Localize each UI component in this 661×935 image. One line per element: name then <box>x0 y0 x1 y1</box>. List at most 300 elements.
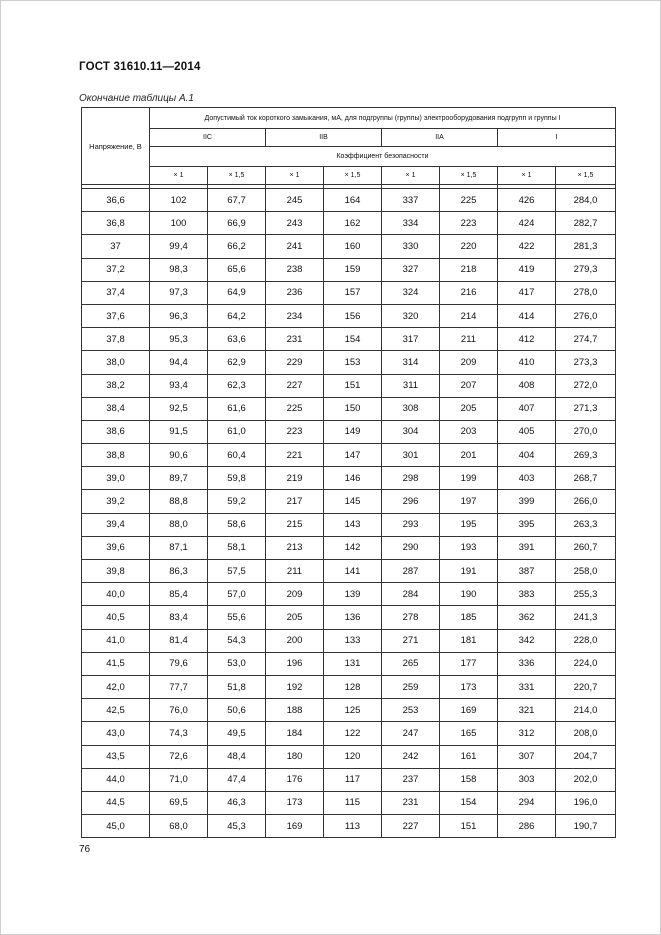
voltage-cell: 39,6 <box>82 536 150 559</box>
current-value-cell: 185 <box>440 606 498 629</box>
current-value-cell: 304 <box>382 420 440 443</box>
current-value-cell: 93,4 <box>150 374 208 397</box>
factor-header: × 1 <box>266 167 324 185</box>
current-value-cell: 219 <box>266 467 324 490</box>
current-value-cell: 161 <box>440 745 498 768</box>
current-value-cell: 46,3 <box>208 791 266 814</box>
voltage-cell: 41,0 <box>82 629 150 652</box>
current-value-cell: 419 <box>498 258 556 281</box>
current-value-cell: 102 <box>150 189 208 212</box>
current-value-cell: 153 <box>324 351 382 374</box>
current-value-cell: 362 <box>498 606 556 629</box>
current-value-cell: 301 <box>382 444 440 467</box>
current-value-cell: 65,6 <box>208 258 266 281</box>
current-value-cell: 312 <box>498 722 556 745</box>
current-value-cell: 426 <box>498 189 556 212</box>
table-row <box>82 235 616 258</box>
current-value-cell: 115 <box>324 791 382 814</box>
current-value-cell: 47,4 <box>208 768 266 791</box>
current-value-cell: 424 <box>498 212 556 235</box>
current-value-cell: 207 <box>440 374 498 397</box>
current-value-cell: 164 <box>324 189 382 212</box>
current-value-cell: 286 <box>498 815 556 838</box>
current-value-cell: 181 <box>440 629 498 652</box>
current-value-cell: 342 <box>498 629 556 652</box>
current-value-cell: 203 <box>440 420 498 443</box>
current-value-cell: 204,7 <box>556 745 616 768</box>
current-value-cell: 336 <box>498 652 556 675</box>
group-header: IIC <box>150 129 266 147</box>
voltage-cell: 42,0 <box>82 675 150 698</box>
current-value-cell: 407 <box>498 397 556 420</box>
current-value-cell: 211 <box>440 328 498 351</box>
table-header <box>82 108 616 189</box>
current-value-cell: 145 <box>324 490 382 513</box>
current-value-cell: 150 <box>324 397 382 420</box>
current-column-header: Допустимый ток короткого замыкания, мА, для подгруппы (группы) электрооборудования подгрупп и группы I <box>150 108 616 129</box>
current-value-cell: 139 <box>324 583 382 606</box>
current-value-cell: 284,0 <box>556 189 616 212</box>
current-value-cell: 293 <box>382 513 440 536</box>
current-value-cell: 176 <box>266 768 324 791</box>
current-value-cell: 94,4 <box>150 351 208 374</box>
group-header-row <box>82 129 616 147</box>
current-value-cell: 169 <box>440 699 498 722</box>
current-value-cell: 88,8 <box>150 490 208 513</box>
current-value-cell: 195 <box>440 513 498 536</box>
current-value-cell: 231 <box>266 328 324 351</box>
current-value-cell: 216 <box>440 281 498 304</box>
page-number: 76 <box>79 844 91 855</box>
current-value-cell: 173 <box>440 675 498 698</box>
current-value-cell: 59,8 <box>208 467 266 490</box>
current-value-cell: 190 <box>440 583 498 606</box>
current-value-cell: 422 <box>498 235 556 258</box>
current-value-cell: 236 <box>266 281 324 304</box>
current-value-cell: 76,0 <box>150 699 208 722</box>
table-row <box>82 722 616 745</box>
current-value-cell: 154 <box>440 791 498 814</box>
voltage-column-header: Напряжение, В <box>82 108 150 185</box>
current-value-cell: 405 <box>498 420 556 443</box>
table-row <box>82 513 616 536</box>
current-value-cell: 165 <box>440 722 498 745</box>
current-value-cell: 209 <box>440 351 498 374</box>
voltage-cell: 39,8 <box>82 560 150 583</box>
voltage-cell: 44,0 <box>82 768 150 791</box>
current-value-cell: 278 <box>382 606 440 629</box>
current-value-cell: 270,0 <box>556 420 616 443</box>
current-value-cell: 91,5 <box>150 420 208 443</box>
table-row <box>82 745 616 768</box>
table-row <box>82 536 616 559</box>
current-value-cell: 215 <box>266 513 324 536</box>
current-value-cell: 387 <box>498 560 556 583</box>
current-value-cell: 278,0 <box>556 281 616 304</box>
current-value-cell: 391 <box>498 536 556 559</box>
voltage-cell: 41,5 <box>82 652 150 675</box>
factor-header: × 1,5 <box>208 167 266 185</box>
current-value-cell: 403 <box>498 467 556 490</box>
current-value-cell: 100 <box>150 212 208 235</box>
current-value-cell: 63,6 <box>208 328 266 351</box>
current-value-cell: 159 <box>324 258 382 281</box>
current-value-cell: 276,0 <box>556 304 616 327</box>
current-value-cell: 66,2 <box>208 235 266 258</box>
current-value-cell: 223 <box>266 420 324 443</box>
current-value-cell: 225 <box>266 397 324 420</box>
current-value-cell: 224,0 <box>556 652 616 675</box>
table-row <box>82 699 616 722</box>
voltage-cell: 44,5 <box>82 791 150 814</box>
current-value-cell: 272,0 <box>556 374 616 397</box>
current-value-cell: 327 <box>382 258 440 281</box>
current-value-cell: 273,3 <box>556 351 616 374</box>
current-value-cell: 68,0 <box>150 815 208 838</box>
current-value-cell: 55,6 <box>208 606 266 629</box>
current-value-cell: 64,9 <box>208 281 266 304</box>
current-value-cell: 266,0 <box>556 490 616 513</box>
current-value-cell: 221 <box>266 444 324 467</box>
current-value-cell: 48,4 <box>208 745 266 768</box>
current-value-cell: 220 <box>440 235 498 258</box>
current-value-cell: 157 <box>324 281 382 304</box>
current-value-cell: 58,1 <box>208 536 266 559</box>
safety-factor-header: Коэффициент безопасности <box>150 147 616 167</box>
current-value-cell: 253 <box>382 699 440 722</box>
current-value-cell: 408 <box>498 374 556 397</box>
current-value-cell: 414 <box>498 304 556 327</box>
table-body <box>82 189 616 838</box>
current-value-cell: 117 <box>324 768 382 791</box>
voltage-cell: 39,4 <box>82 513 150 536</box>
current-value-cell: 133 <box>324 629 382 652</box>
current-value-cell: 57,5 <box>208 560 266 583</box>
group-header: IIB <box>266 129 382 147</box>
current-value-cell: 122 <box>324 722 382 745</box>
current-value-cell: 180 <box>266 745 324 768</box>
current-value-cell: 67,7 <box>208 189 266 212</box>
current-value-cell: 284 <box>382 583 440 606</box>
current-value-cell: 234 <box>266 304 324 327</box>
current-value-cell: 223 <box>440 212 498 235</box>
current-value-cell: 410 <box>498 351 556 374</box>
current-value-cell: 227 <box>382 815 440 838</box>
current-value-cell: 255,3 <box>556 583 616 606</box>
current-value-cell: 136 <box>324 606 382 629</box>
current-value-cell: 151 <box>440 815 498 838</box>
current-value-cell: 177 <box>440 652 498 675</box>
current-value-cell: 321 <box>498 699 556 722</box>
current-value-cell: 202,0 <box>556 768 616 791</box>
voltage-cell: 38,2 <box>82 374 150 397</box>
current-value-cell: 268,7 <box>556 467 616 490</box>
current-value-cell: 263,3 <box>556 513 616 536</box>
current-value-cell: 169 <box>266 815 324 838</box>
current-value-cell: 143 <box>324 513 382 536</box>
current-value-cell: 296 <box>382 490 440 513</box>
current-value-cell: 229 <box>266 351 324 374</box>
current-value-cell: 60,4 <box>208 444 266 467</box>
current-value-cell: 158 <box>440 768 498 791</box>
current-value-cell: 395 <box>498 513 556 536</box>
current-value-cell: 120 <box>324 745 382 768</box>
current-value-cell: 149 <box>324 420 382 443</box>
current-value-cell: 330 <box>382 235 440 258</box>
group-header: IIA <box>382 129 498 147</box>
current-value-cell: 337 <box>382 189 440 212</box>
current-value-cell: 274,7 <box>556 328 616 351</box>
voltage-cell: 36,8 <box>82 212 150 235</box>
voltage-cell: 38,0 <box>82 351 150 374</box>
current-value-cell: 214 <box>440 304 498 327</box>
current-value-cell: 99,4 <box>150 235 208 258</box>
current-value-cell: 154 <box>324 328 382 351</box>
current-value-cell: 247 <box>382 722 440 745</box>
current-value-cell: 59,2 <box>208 490 266 513</box>
current-value-cell: 53,0 <box>208 652 266 675</box>
table-caption: Окончание таблицы А.1 <box>79 93 194 104</box>
voltage-cell: 37 <box>82 235 150 258</box>
table-row <box>82 560 616 583</box>
table-row <box>82 328 616 351</box>
current-value-cell: 64,2 <box>208 304 266 327</box>
current-value-cell: 307 <box>498 745 556 768</box>
current-value-cell: 214,0 <box>556 699 616 722</box>
current-value-cell: 77,7 <box>150 675 208 698</box>
current-value-cell: 314 <box>382 351 440 374</box>
current-value-cell: 258,0 <box>556 560 616 583</box>
current-value-cell: 66,9 <box>208 212 266 235</box>
factor-header: × 1,5 <box>324 167 382 185</box>
voltage-cell: 40,5 <box>82 606 150 629</box>
current-value-cell: 89,7 <box>150 467 208 490</box>
voltage-cell: 39,0 <box>82 467 150 490</box>
current-value-cell: 192 <box>266 675 324 698</box>
current-value-cell: 81,4 <box>150 629 208 652</box>
current-value-cell: 96,3 <box>150 304 208 327</box>
table-row <box>82 815 616 838</box>
current-value-cell: 74,3 <box>150 722 208 745</box>
table-row <box>82 768 616 791</box>
current-value-cell: 208,0 <box>556 722 616 745</box>
current-value-cell: 271,3 <box>556 397 616 420</box>
current-value-cell: 188 <box>266 699 324 722</box>
table-row <box>82 490 616 513</box>
current-value-cell: 308 <box>382 397 440 420</box>
current-value-cell: 69,5 <box>150 791 208 814</box>
current-value-cell: 199 <box>440 467 498 490</box>
table-row <box>82 304 616 327</box>
current-value-cell: 334 <box>382 212 440 235</box>
current-value-cell: 282,7 <box>556 212 616 235</box>
current-value-cell: 58,6 <box>208 513 266 536</box>
current-value-cell: 196 <box>266 652 324 675</box>
voltage-cell: 39,2 <box>82 490 150 513</box>
current-value-cell: 71,0 <box>150 768 208 791</box>
current-value-cell: 98,3 <box>150 258 208 281</box>
factor-header-row <box>82 167 616 185</box>
current-value-cell: 218 <box>440 258 498 281</box>
current-value-cell: 238 <box>266 258 324 281</box>
voltage-cell: 36,6 <box>82 189 150 212</box>
short-circuit-current-table <box>81 107 616 838</box>
group-header: I <box>498 129 616 147</box>
current-value-cell: 125 <box>324 699 382 722</box>
current-value-cell: 131 <box>324 652 382 675</box>
current-value-cell: 265 <box>382 652 440 675</box>
voltage-cell: 43,0 <box>82 722 150 745</box>
table-row <box>82 397 616 420</box>
factor-header: × 1 <box>498 167 556 185</box>
current-value-cell: 147 <box>324 444 382 467</box>
table-row <box>82 258 616 281</box>
current-value-cell: 85,4 <box>150 583 208 606</box>
voltage-cell: 37,8 <box>82 328 150 351</box>
factor-header: × 1 <box>150 167 208 185</box>
current-value-cell: 97,3 <box>150 281 208 304</box>
current-value-cell: 146 <box>324 467 382 490</box>
current-value-cell: 205 <box>266 606 324 629</box>
current-value-cell: 228,0 <box>556 629 616 652</box>
current-value-cell: 57,0 <box>208 583 266 606</box>
current-value-cell: 231 <box>382 791 440 814</box>
current-value-cell: 151 <box>324 374 382 397</box>
current-value-cell: 54,3 <box>208 629 266 652</box>
table-row <box>82 791 616 814</box>
current-value-cell: 317 <box>382 328 440 351</box>
current-value-cell: 61,6 <box>208 397 266 420</box>
current-value-cell: 324 <box>382 281 440 304</box>
current-value-cell: 211 <box>266 560 324 583</box>
current-value-cell: 61,0 <box>208 420 266 443</box>
voltage-cell: 37,4 <box>82 281 150 304</box>
voltage-cell: 38,8 <box>82 444 150 467</box>
current-value-cell: 184 <box>266 722 324 745</box>
current-value-cell: 404 <box>498 444 556 467</box>
factor-header: × 1,5 <box>440 167 498 185</box>
current-value-cell: 242 <box>382 745 440 768</box>
current-value-cell: 399 <box>498 490 556 513</box>
current-value-cell: 173 <box>266 791 324 814</box>
current-value-cell: 279,3 <box>556 258 616 281</box>
current-value-cell: 205 <box>440 397 498 420</box>
current-value-cell: 213 <box>266 536 324 559</box>
voltage-cell: 45,0 <box>82 815 150 838</box>
current-value-cell: 196,0 <box>556 791 616 814</box>
current-value-cell: 269,3 <box>556 444 616 467</box>
table-row <box>82 675 616 698</box>
current-value-cell: 160 <box>324 235 382 258</box>
current-value-cell: 62,9 <box>208 351 266 374</box>
table-row <box>82 652 616 675</box>
current-value-cell: 225 <box>440 189 498 212</box>
current-value-cell: 92,5 <box>150 397 208 420</box>
table-row <box>82 629 616 652</box>
current-value-cell: 190,7 <box>556 815 616 838</box>
current-value-cell: 62,3 <box>208 374 266 397</box>
current-value-cell: 298 <box>382 467 440 490</box>
current-value-cell: 217 <box>266 490 324 513</box>
voltage-cell: 38,4 <box>82 397 150 420</box>
current-value-cell: 383 <box>498 583 556 606</box>
voltage-cell: 37,6 <box>82 304 150 327</box>
current-value-cell: 241 <box>266 235 324 258</box>
current-value-cell: 320 <box>382 304 440 327</box>
current-value-cell: 294 <box>498 791 556 814</box>
current-value-cell: 260,7 <box>556 536 616 559</box>
table-row <box>82 212 616 235</box>
current-value-cell: 156 <box>324 304 382 327</box>
document-title: ГОСТ 31610.11—2014 <box>79 61 201 73</box>
current-value-cell: 86,3 <box>150 560 208 583</box>
current-value-cell: 142 <box>324 536 382 559</box>
table-row <box>82 281 616 304</box>
current-value-cell: 197 <box>440 490 498 513</box>
current-value-cell: 271 <box>382 629 440 652</box>
current-value-cell: 209 <box>266 583 324 606</box>
factor-header: × 1 <box>382 167 440 185</box>
current-value-cell: 141 <box>324 560 382 583</box>
current-value-cell: 259 <box>382 675 440 698</box>
factor-header: × 1,5 <box>556 167 616 185</box>
current-value-cell: 95,3 <box>150 328 208 351</box>
current-value-cell: 72,6 <box>150 745 208 768</box>
current-value-cell: 50,6 <box>208 699 266 722</box>
current-value-cell: 201 <box>440 444 498 467</box>
current-value-cell: 331 <box>498 675 556 698</box>
table-row <box>82 420 616 443</box>
current-value-cell: 290 <box>382 536 440 559</box>
table-row <box>82 444 616 467</box>
current-value-cell: 79,6 <box>150 652 208 675</box>
current-value-cell: 303 <box>498 768 556 791</box>
table-row <box>82 374 616 397</box>
table-row <box>82 189 616 212</box>
current-value-cell: 83,4 <box>150 606 208 629</box>
current-value-cell: 90,6 <box>150 444 208 467</box>
current-value-cell: 227 <box>266 374 324 397</box>
table-row <box>82 583 616 606</box>
voltage-cell: 37,2 <box>82 258 150 281</box>
current-value-cell: 49,5 <box>208 722 266 745</box>
current-value-cell: 245 <box>266 189 324 212</box>
table-row <box>82 606 616 629</box>
current-value-cell: 243 <box>266 212 324 235</box>
voltage-cell: 38,6 <box>82 420 150 443</box>
current-value-cell: 417 <box>498 281 556 304</box>
current-value-cell: 191 <box>440 560 498 583</box>
current-value-cell: 87,1 <box>150 536 208 559</box>
current-value-cell: 128 <box>324 675 382 698</box>
current-value-cell: 51,8 <box>208 675 266 698</box>
current-value-cell: 281,3 <box>556 235 616 258</box>
voltage-cell: 40,0 <box>82 583 150 606</box>
current-value-cell: 220,7 <box>556 675 616 698</box>
current-value-cell: 237 <box>382 768 440 791</box>
table-row <box>82 467 616 490</box>
current-value-cell: 200 <box>266 629 324 652</box>
current-value-cell: 88,0 <box>150 513 208 536</box>
current-value-cell: 311 <box>382 374 440 397</box>
current-value-cell: 45,3 <box>208 815 266 838</box>
current-value-cell: 241,3 <box>556 606 616 629</box>
current-value-cell: 412 <box>498 328 556 351</box>
voltage-cell: 43,5 <box>82 745 150 768</box>
table-row <box>82 351 616 374</box>
current-value-cell: 162 <box>324 212 382 235</box>
voltage-cell: 42,5 <box>82 699 150 722</box>
